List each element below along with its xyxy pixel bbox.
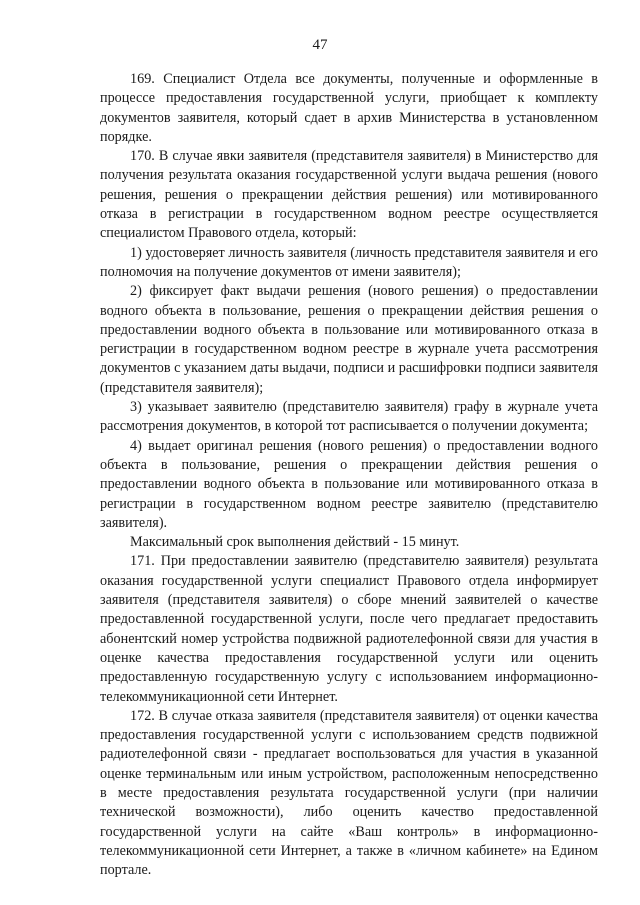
paragraph-169: 169. Специалист Отдела все документы, полученные и оформленные в процессе предоставления государственной услуги, приобщает к комплекту документов заявителя, который сдает в архив Министерства в установленном порядке. [100,71,598,145]
paragraph-max-time: Максимальный срок выполнения действий - 15 минут. [130,534,460,551]
paragraph-170-item-3: 3) указывает заявителю (представителю заявителя) графу в журнале учета рассмотрения документов, в которой тот расписывается о получении документа; [100,399,598,435]
page-number: 47 [312,37,328,53]
paragraph-170-item-2: 2) фиксирует факт выдачи решения (нового решения) о предоставлении водного объекта в пользование, решения о прекращении действия решения о предоставлении водного объекта в пользование или мотивированного отказа в регистрации в государственном водном реестре в журнале учета рассмотрения документов с указанием даты выдачи, подписи и расшифровки подписи заявителя (представителя заявителя); [100,283,598,396]
paragraph-171: 171. При предоставлении заявителю (представителю заявителя) результата оказания государственной услуги специалист Правового отдела информирует заявителя (представителя заявителя) о сборе мнений заявителей о качестве предоставленной государственной услуги, после чего предлагает предоставить абонентский номер устройства подвижной радиотелефонной связи для участия в оценке качества предоставления государственной услуги или оценить предоставленную государственную услугу с использованием информационно-телекоммуникационной сети Интернет. [100,553,598,705]
paragraph-172: 172. В случае отказа заявителя (представителя заявителя) от оценки качества предоставления государственной услуги с использованием средств подвижной радиотелефонной связи - предлагает воспользоваться для участия в указанной оценке терминальным или иным устройством, расположенным непосредственно в месте предоставления результата государственной услуги (при наличии технической возможности), либо оценить качество предоставленной государственной услуги на сайте «Ваш контроль» в информационно-телекоммуникационной сети Интернет, а также в «личном кабинете» на Едином портале. [100,707,598,879]
document-body [100,70,598,880]
paragraph-170-item-1: 1) удостоверяет личность заявителя (личность представителя заявителя и его полномочия на получение документов от имени заявителя); [100,244,598,280]
paragraph-170: 170. В случае явки заявителя (представителя заявителя) в Министерство для получения результата оказания государственной услуги выдача решения (нового решения, решения о прекращении действия решения) или мотивированного отказа в регистрации в государственном водном реестре осуществляется специалистом Правового отдела, который: [100,148,598,242]
paragraph-170-item-4: 4) выдает оригинал решения (нового решения) о предоставлении водного объекта в пользование, решения о прекращении действия решения о предоставлении водного объекта в пользование или мотивированного отказа в регистрации в государственном водном реестре заявителю (представителю заявителя). [100,437,598,531]
